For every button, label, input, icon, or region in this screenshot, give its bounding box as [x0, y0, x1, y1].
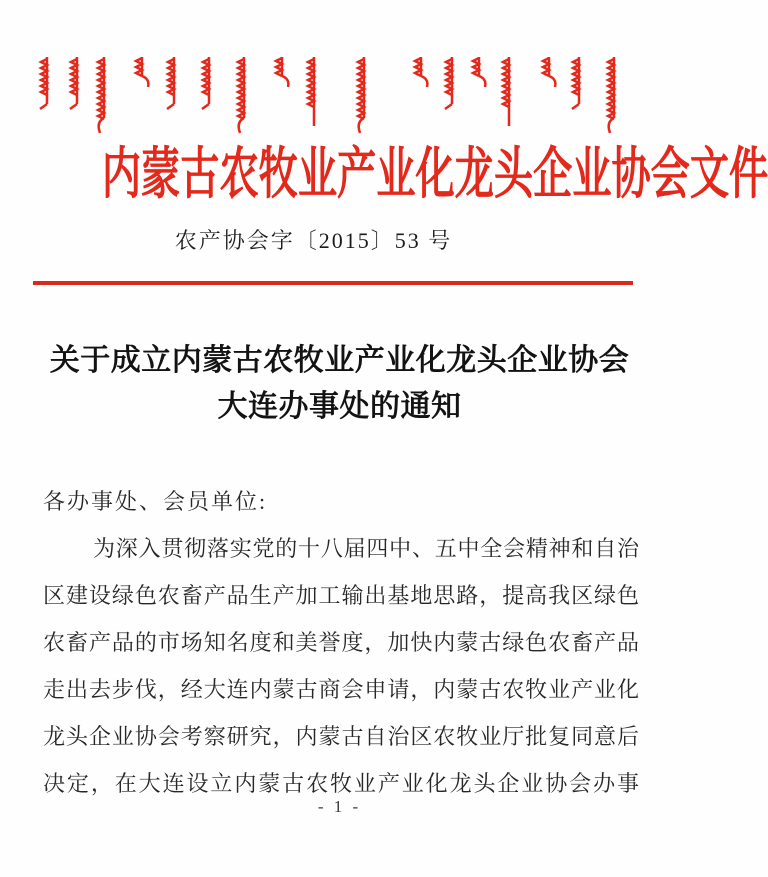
org-masthead-title: 内蒙古农牧业产业化龙头企业协会文件 — [101, 144, 768, 206]
mongolian-script-icon — [31, 54, 646, 142]
page-number: - 1 - — [317, 797, 362, 816]
document-title-line2: 大连办事处的通知 — [217, 390, 462, 423]
red-divider-line — [33, 281, 633, 285]
document-title-line1: 关于成立内蒙古农牧业产业化龙头企业协会 — [49, 344, 630, 377]
doc-reference-number: 农产协会字〔2015〕53 号 — [174, 228, 453, 253]
paragraph-line: 区建设绿色农畜产品生产加工输出基地思路，提高我区绿色 — [43, 583, 639, 608]
paragraph-line: 走出去步伐，经大连内蒙古商会申请，内蒙古农牧业产业化 — [43, 677, 639, 702]
paragraph-line: 农畜产品的市场知名度和美誉度，加快内蒙古绿色农畜产品 — [43, 630, 639, 655]
document-body — [43, 478, 639, 807]
salutation-line: 各办事处、会员单位: — [43, 489, 268, 514]
document-title — [0, 338, 679, 430]
paragraph-line: 决定，在大连设立内蒙古农牧业产业化龙头企业协会办事 — [43, 771, 639, 796]
paragraph-line: 龙头企业协会考察研究，内蒙古自治区农牧业厅批复同意后 — [43, 724, 639, 749]
paragraph-line: 为深入贯彻落实党的十八届四中、五中全会精神和自治 — [93, 536, 639, 561]
